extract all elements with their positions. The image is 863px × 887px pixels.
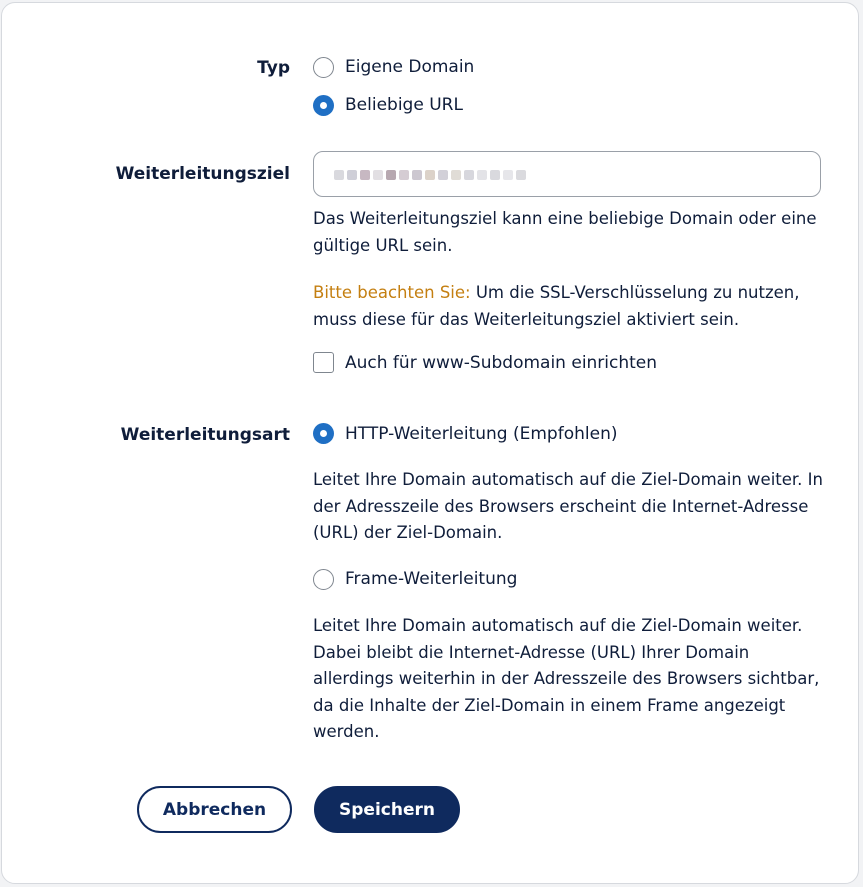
- radio-eigene-domain-label[interactable]: Eigene Domain: [345, 57, 475, 77]
- radio-beliebige-url-label[interactable]: Beliebige URL: [345, 95, 463, 115]
- weiterleitungsziel-label: Weiterleitungsziel: [115, 164, 290, 184]
- radio-http-weiterleitung[interactable]: [313, 423, 334, 444]
- frame-weiterleitung-description: Leitet Ihre Domain automatisch auf die Ziel-Domain weiter. Dabei bleibt die Internet-Adresse (URL) Ihrer Domain allerdings weiterhin in der Adresszeile des Browsers sichtbar, da die Inhalte der Ziel-Domain in einem Frame angezeigt werden.: [313, 616, 820, 741]
- weiterleitungsziel-input[interactable]: [313, 151, 821, 197]
- www-subdomain-label[interactable]: Auch für www-Subdomain einrichten: [345, 353, 658, 373]
- typ-label: Typ: [257, 58, 290, 78]
- weiterleitungsziel-help: Das Weiterleitungsziel kann eine beliebige Domain oder eine gültige URL sein.: [313, 209, 817, 255]
- http-weiterleitung-description: Leitet Ihre Domain automatisch auf die Ziel-Domain weiter. In der Adresszeile des Browsers erscheint die Internet-Adresse (URL) der Ziel-Domain.: [313, 470, 823, 542]
- save-button[interactable]: Speichern: [314, 786, 460, 833]
- radio-http-weiterleitung-label[interactable]: HTTP-Weiterleitung (Empfohlen): [345, 424, 618, 444]
- ssl-note-text: Um die SSL-Verschlüsselung zu nutzen, muss diese für das Weiterleitungsziel aktiviert sein.: [313, 283, 800, 329]
- redacted-value: [334, 170, 529, 180]
- weiterleitungsart-label: Weiterleitungsart: [120, 425, 290, 445]
- redirect-settings-card: [1, 2, 859, 884]
- www-subdomain-checkbox[interactable]: [313, 352, 334, 373]
- ssl-note-prefix: Bitte beachten Sie:: [313, 283, 471, 302]
- ssl-note: [313, 280, 828, 333]
- radio-frame-weiterleitung[interactable]: [313, 569, 334, 590]
- radio-eigene-domain[interactable]: [313, 57, 334, 78]
- cancel-button[interactable]: Abbrechen: [137, 786, 292, 833]
- radio-frame-weiterleitung-label[interactable]: Frame-Weiterleitung: [345, 569, 518, 589]
- radio-beliebige-url[interactable]: [313, 95, 334, 116]
